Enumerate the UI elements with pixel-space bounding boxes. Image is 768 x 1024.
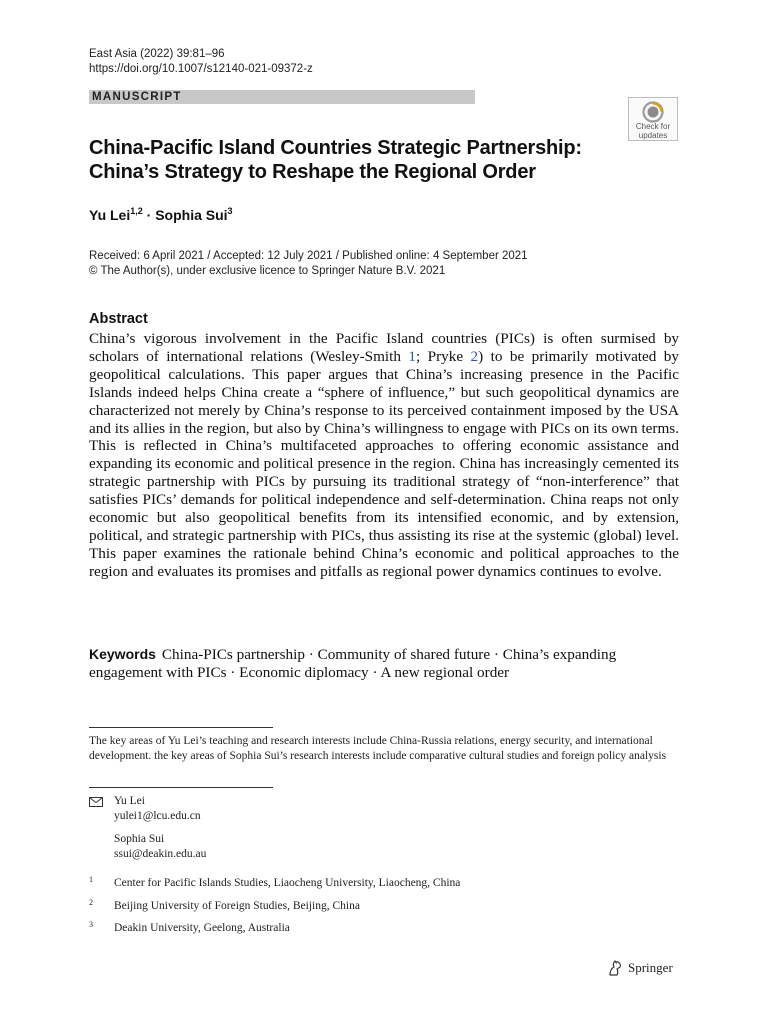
contact-divider bbox=[89, 787, 273, 788]
check-for-updates-icon bbox=[642, 101, 664, 123]
publisher-name: Springer bbox=[628, 960, 673, 975]
publisher-logo bbox=[606, 959, 673, 977]
author-separator: · bbox=[142, 207, 156, 223]
affiliation-text: Beijing University of Foreign Studies, Beijing, China bbox=[114, 900, 360, 912]
affiliation-text: Center for Pacific Islands Studies, Liaocheng University, Liaocheng, China bbox=[114, 877, 461, 889]
affiliation-number: 1 bbox=[89, 875, 93, 884]
footnote: The key areas of Yu Lei’s teaching and research interests include China-Russia relations, energy security, and international development. the key areas of Sophia Sui’s research interests include comparative cultural studies and foreign policy analysis bbox=[89, 735, 667, 762]
doi-link[interactable]: https://doi.org/10.1007/s12140-021-09372-z bbox=[89, 63, 313, 75]
author-name[interactable]: Yu Lei bbox=[89, 207, 131, 223]
affiliation-number: 2 bbox=[89, 898, 93, 907]
history-dates: Received: 6 April 2021 / Accepted: 12 July 2021 / Published online: 4 September 2021 bbox=[89, 250, 528, 262]
check-updates-line1: Check for bbox=[635, 122, 671, 131]
author-list bbox=[89, 206, 233, 223]
keywords-heading: Keywords bbox=[89, 646, 156, 662]
footnote-divider bbox=[89, 727, 273, 728]
author-affiliation-sup: 3 bbox=[227, 206, 233, 216]
abstract-part: ; Pryke bbox=[416, 347, 471, 365]
publication-dates bbox=[89, 249, 528, 279]
contact-name: Sophia Sui bbox=[114, 833, 165, 845]
article-title: China-Pacific Island Countries Strategic Partnership: China’s Strategy to Reshape the Regional Order bbox=[89, 137, 582, 183]
keywords-block bbox=[89, 645, 679, 682]
author-name[interactable]: Sophia Sui bbox=[155, 207, 228, 223]
affiliation-number: 3 bbox=[89, 920, 93, 929]
copyright-line: © The Author(s), under exclusive licence to Springer Nature B.V. 2021 bbox=[89, 265, 446, 277]
envelope-icon bbox=[89, 797, 103, 807]
contact-name: Yu Lei bbox=[114, 795, 145, 807]
contact-email[interactable]: ssui@deakin.edu.au bbox=[114, 848, 207, 860]
abstract-part: ) to be primarily motivated by geopolitical calculations. This paper argues that China’s increasing presence in the Pacific Islands indeed helps China create a “sphere of influence,” but such geopolitical dynamics are characterized not merely by China’s response to its perceived containment imposed by the USA and its allies in the region, but also by China’s willingness to engage with PICs on its own terms. This is reflected in China’s multifaceted approaches to offering economic assistance and expanding its economic and political presence in the region. China has increasingly cemented its strategic partnership with PICs by pursuing its traditional strategy of “non-interference” that satisfies PICs’ demands for political independence and self-determination. China reaps not only economic but also geopolitical benefits from its intensified economic, and by extension, political, and strategic partnership with PICs, thus assisting its rise at the systemic (global) level. This paper examines the rationale behind China’s economic and political approaches to the region and evaluates its promises and pitfalls as regional power dynamics continues to evolve. bbox=[89, 347, 679, 580]
check-updates-line2: updates bbox=[638, 130, 668, 140]
contact-email[interactable]: yulei1@lcu.edu.cn bbox=[114, 810, 201, 822]
abstract-heading: Abstract bbox=[89, 311, 148, 327]
article-type-banner: MANUSCRIPT bbox=[89, 90, 475, 104]
abstract-text bbox=[89, 330, 679, 581]
journal-citation: East Asia (2022) 39:81–96 bbox=[89, 48, 225, 60]
check-for-updates-badge[interactable] bbox=[628, 97, 678, 141]
contact-author-1 bbox=[114, 794, 201, 824]
reference-link[interactable]: 2 bbox=[470, 347, 479, 365]
affiliation-text: Deakin University, Geelong, Australia bbox=[114, 922, 290, 934]
contact-author-2 bbox=[114, 832, 206, 862]
keywords-text: China-PICs partnership · Community of shared future · China’s expanding engagement with PICs · Economic diplomacy · A new regional order bbox=[89, 646, 617, 681]
author-affiliation-sup: 1,2 bbox=[130, 206, 143, 216]
springer-horse-icon bbox=[606, 959, 624, 977]
abstract-part: China’s vigorous involvement in the Pacific Island countries (PICs) is often surmised by scholars of international relations (Wesley-Smith bbox=[89, 330, 679, 365]
reference-link[interactable]: 1 bbox=[408, 347, 416, 365]
